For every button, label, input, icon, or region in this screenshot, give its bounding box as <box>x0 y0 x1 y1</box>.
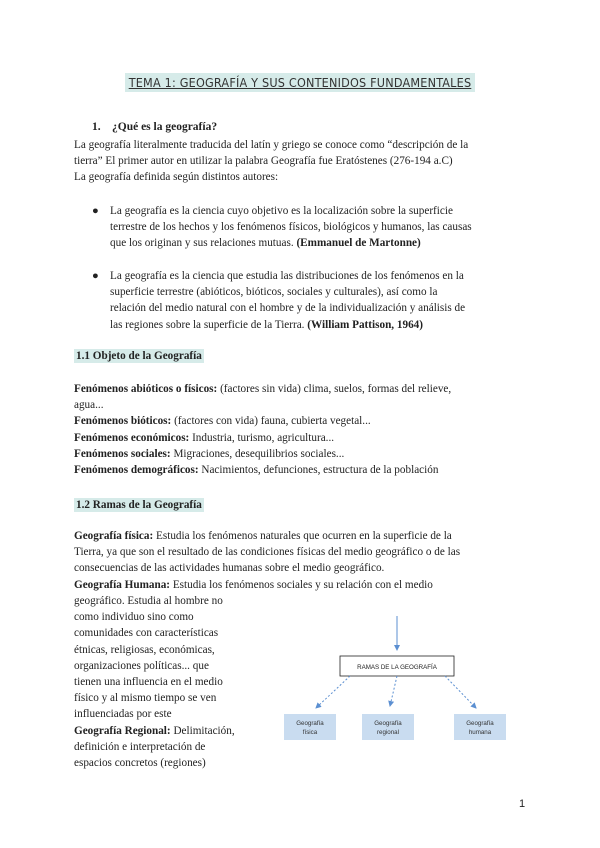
ramas-line <box>74 528 534 544</box>
diagram-arrow-mid <box>390 676 397 706</box>
objeto-item <box>74 462 534 478</box>
bullet-text <box>110 203 520 252</box>
ramas-term: Geografía Humana: <box>74 578 171 591</box>
diagram-arrow-left <box>316 676 350 708</box>
diagram-child-box-regional <box>362 714 414 740</box>
diagram-root-label: RAMAS DE LA GEOGRAFÍA <box>357 664 437 671</box>
bullet-author: (William Pattison, 1964) <box>307 318 423 331</box>
objeto-term: Fenómenos bióticos: <box>74 415 172 428</box>
document-title-wrap <box>0 74 600 92</box>
ramas-term: Geografía Regional: <box>74 724 171 737</box>
ramas-line: influenciadas por este <box>74 708 172 721</box>
question-number: 1. <box>92 121 101 133</box>
ramas-line: étnicas, religiosas, económicas, <box>74 643 215 656</box>
objeto-item <box>74 446 534 462</box>
diagram-child-label: Geografía <box>466 720 494 727</box>
ramas-text: Delimitación, <box>170 724 235 737</box>
objeto-item-cont: agua... <box>74 399 104 412</box>
ramas-line: geográfico. Estudia al hombre no <box>74 595 223 607</box>
objeto-item <box>74 413 534 429</box>
objeto-term: Fenómenos sociales: <box>74 447 171 460</box>
ramas-diagram <box>270 610 550 750</box>
objeto-item <box>74 430 534 446</box>
bullet-line <box>110 317 520 333</box>
bullet-line: La geografía es la ciencia que estudia las distribuciones de los fenómenos en la <box>110 270 464 282</box>
objeto-text: (factores sin vida) clima, suelos, formas del relieve, <box>217 383 452 395</box>
ramas-fisica <box>74 528 534 593</box>
bullet-dot-icon: ● <box>92 205 99 217</box>
question-heading <box>92 121 217 133</box>
objeto-list <box>74 381 534 478</box>
bullet-author: (Emmanuel de Martonne) <box>296 237 421 250</box>
diagram-child-label: regional <box>376 729 400 736</box>
intro-paragraph <box>74 137 534 186</box>
objeto-term: Fenómenos abióticos o físicos: <box>74 383 218 395</box>
ramas-line: definición e interpretación de <box>74 740 206 753</box>
section-heading-ramas: 1.2 Ramas de la Geografía <box>76 499 202 511</box>
diagram-child-label: humana <box>468 729 492 736</box>
diagram-child-label: física <box>302 729 318 736</box>
ramas-line: físico y al mismo tiempo se ven <box>74 692 217 705</box>
diagram-child-box-humana <box>454 714 506 740</box>
ramas-line <box>74 723 274 739</box>
ramas-line <box>74 577 534 593</box>
objeto-item <box>74 381 534 397</box>
diagram-arrow-right <box>445 676 476 708</box>
ramas-line: comunidades con características <box>74 627 219 640</box>
document-title: TEMA 1: GEOGRAFÍA Y SUS CONTENIDOS FUNDAMENTALES <box>125 73 476 92</box>
bullet-text <box>110 268 520 333</box>
section-heading-objeto: 1.1 Objeto de la Geografía <box>76 350 202 362</box>
intro-line: tierra” El primer autor en utilizar la palabra Geografía fue Eratóstenes (276-194 a.C) <box>74 155 453 168</box>
ramas-line: consecuencias de las actividades humanas sobre el medio geográfico. <box>74 562 385 575</box>
objeto-text: Industria, turismo, agricultura... <box>189 431 335 444</box>
bullet-line <box>110 235 520 251</box>
diagram-child-label: Geografía <box>296 720 324 727</box>
page-number: 1 <box>519 798 526 810</box>
ramas-line: como individuo sino como <box>74 611 194 624</box>
question-heading-text: ¿Qué es la geografía? <box>112 121 218 133</box>
bullet-line: La geografía es la ciencia cuyo objetivo es la localización sobre la superficie <box>110 205 453 217</box>
ramas-line: tienen una influencia en el medio <box>74 676 223 689</box>
diagram-child-box-fisica <box>284 714 336 740</box>
ramas-line: Tierra, ya que son el resultado de las condiciones físicas del medio geográfico o de las <box>74 546 461 559</box>
bullet-line-text: las regiones sobre la superficie de la Tierra. <box>110 318 308 331</box>
ramas-humana-cont <box>74 593 274 771</box>
ramas-line: espacios concretos (regiones) <box>74 757 206 770</box>
objeto-term: Fenómenos económicos: <box>74 431 190 444</box>
bullet-dot-icon: ● <box>92 270 99 282</box>
objeto-term: Fenómenos demográficos: <box>74 464 199 477</box>
ramas-text: Estudia los fenómenos sociales y su relación con el medio <box>170 578 433 591</box>
bullet-line: superficie terrestre (abióticos, bióticos, sociales y culturales), así como la <box>110 286 438 299</box>
ramas-text: Estudia los fenómenos naturales que ocurren en la superficie de la <box>153 530 452 542</box>
bullet-line: relación del medio natural con el hombre y de la individualización y análisis de <box>110 302 466 315</box>
objeto-text: Nacimientos, defunciones, estructura de la población <box>198 464 439 477</box>
objeto-text: Migraciones, desequilibrios sociales... <box>170 447 345 460</box>
bullet-line: terrestre de los hechos y los fenómenos físicos, biológicos y humanos, las causas <box>110 221 472 234</box>
bullet-line-text: que los originan y sus relaciones mutuas. <box>110 237 297 250</box>
objeto-text: (factores con vida) fauna, cubierta vegetal... <box>171 415 371 428</box>
diagram-child-label: Geografía <box>374 720 402 727</box>
intro-line: La geografía definida según distintos autores: <box>74 171 279 184</box>
ramas-term: Geografía física: <box>74 530 154 542</box>
intro-line: La geografía literalmente traducida del latín y griego se conoce como “descripción de la <box>74 139 469 151</box>
ramas-line: organizaciones políticas... que <box>74 659 209 672</box>
